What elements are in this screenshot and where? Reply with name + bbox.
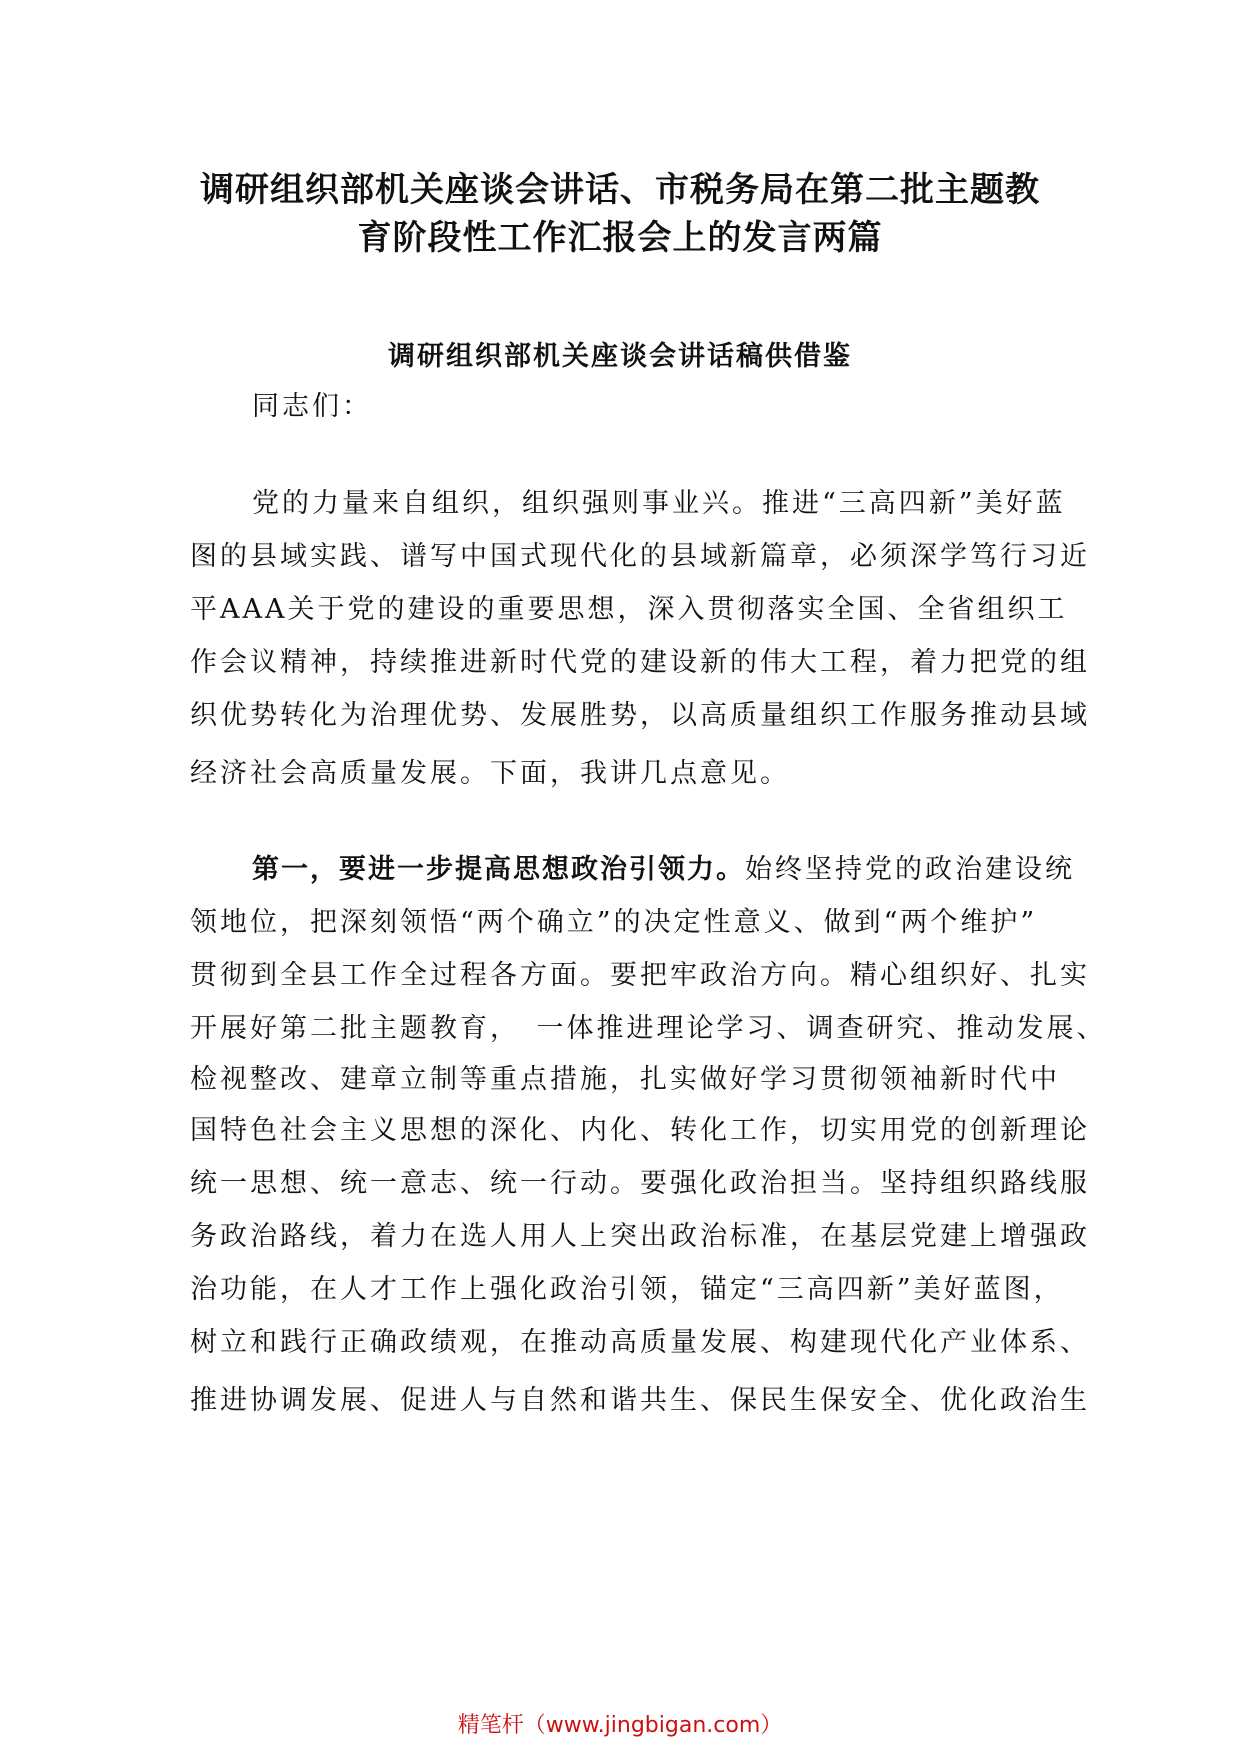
paragraph-1-line-4: 作会议精神，持续推进新时代党的建设新的伟大工程，着力把党的组 (190, 647, 1090, 678)
paragraph-2-line-9: 治功能，在人才工作上强化政治引领，锚定“三高四新”美好蓝图， (190, 1274, 1064, 1305)
paragraph-1-line-3: 平AAA关于党的建设的重要思想，深入贯彻落实全国、全省组织工 (190, 594, 1068, 625)
paragraph-2-line-6: 国特色社会主义思想的深化、内化、转化工作，切实用党的创新理论 (190, 1115, 1090, 1146)
paragraph-2-line-5: 检视整改、建章立制等重点措施，扎实做好学习贯彻领袖新时代中 (190, 1064, 1060, 1095)
document-title-line-2: 育阶段性工作汇报会上的发言两篇 (357, 218, 883, 258)
document-title-line-1: 调研组织部机关座谈会讲话、市税务局在第二批主题教 (200, 170, 1040, 210)
footer-watermark-link[interactable]: 精笔杆（www.jingbigan.com） (457, 1713, 783, 1738)
paragraph-1-line-2: 图的县域实践、谱写中国式现代化的县域新篇章，必须深学笃行习近 (190, 541, 1090, 572)
paragraph-2-line-4: 开展好第二批主题教育， 一体推进理论学习、调查研究、推动发展、 (190, 1013, 1107, 1044)
paragraph-1-line-5: 织优势转化为治理优势、发展胜势，以高质量组织工作服务推动县域 (190, 700, 1090, 731)
paragraph-2-line-8: 务政治路线，着力在选人用人上突出政治标准，在基层党建上增强政 (190, 1221, 1090, 1252)
paragraph-2-line-1 (252, 853, 1075, 887)
section-subtitle: 调研组织部机关座谈会讲话稿供借鉴 (388, 341, 852, 372)
paragraph-2-line-1-text: 始终坚持党的政治建设统 (745, 854, 1075, 885)
paragraph-1-line-1: 党的力量来自组织，组织强则事业兴。推进“三高四新”美好蓝 (252, 488, 1066, 519)
paragraph-2-line-2: 领地位，把深刻领悟“两个确立”的决定性意义、做到“两个维护” (190, 907, 1038, 938)
salutation: 同志们： (252, 391, 372, 422)
paragraph-2-lead: 第一，要进一步提高思想政治引领力。 (252, 854, 745, 885)
paragraph-2-line-3: 贯彻到全县工作全过程各方面。要把牢政治方向。精心组织好、扎实 (190, 960, 1090, 991)
paragraph-1-line-6: 经济社会高质量发展。下面，我讲几点意见。 (190, 758, 790, 789)
paragraph-2-line-10: 树立和践行正确政绩观，在推动高质量发展、构建现代化产业体系、 (190, 1327, 1090, 1358)
paragraph-2-line-11: 推进协调发展、促进人与自然和谐共生、保民生保安全、优化政治生 (190, 1385, 1090, 1416)
paragraph-2-line-7: 统一思想、统一意志、统一行动。要强化政治担当。坚持组织路线服 (190, 1168, 1090, 1199)
